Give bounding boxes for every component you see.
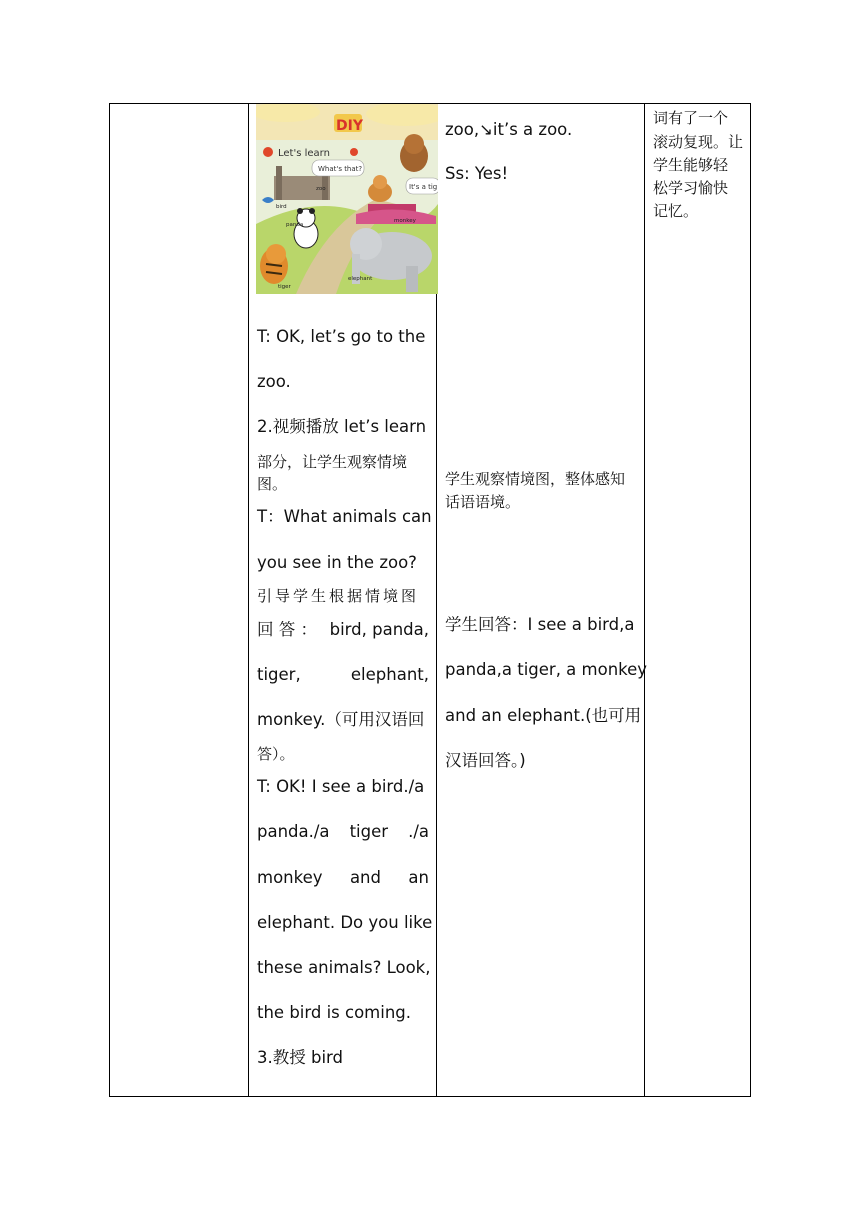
text-span: ./a — [408, 822, 429, 841]
text-span: bird, panda, — [329, 620, 429, 639]
text-line: panda,a tiger, a monkey — [445, 660, 648, 679]
text-line: and an elephant.(也可用 — [445, 706, 642, 725]
text-line: monkey.（可用汉语回 — [257, 710, 425, 729]
text-line: Ss: Yes! — [445, 164, 509, 183]
stage-column — [110, 104, 248, 1096]
student-activity-column — [437, 104, 648, 1096]
bubble-answer: It's a tig — [409, 183, 438, 191]
text-span: monkey — [257, 868, 323, 887]
text-line — [257, 822, 429, 842]
text-line — [257, 868, 429, 888]
text-line: these animals? Look, — [257, 958, 431, 977]
text-span: elephant, — [350, 665, 429, 684]
label-bird: bird — [276, 204, 287, 210]
text-span: tiger, — [257, 665, 301, 684]
teacher-activity-column — [249, 104, 436, 1096]
design-intent-column — [645, 104, 750, 1096]
text-line: 学生能够轻 — [653, 156, 729, 174]
label-monkey: monkey — [394, 218, 416, 224]
text-line: zoo. — [257, 372, 291, 391]
text-line: T: OK, let’s go to the — [257, 327, 426, 346]
text-line: 汉语回答。) — [445, 751, 526, 770]
text-span: an — [408, 868, 429, 887]
text-line: 3.教授 bird — [257, 1048, 344, 1067]
text-line: 引导学生根据情境图 — [257, 587, 420, 605]
lets-learn-illustration — [256, 104, 438, 294]
bubble-question: What's that? — [318, 165, 363, 173]
zoo-scene-image — [256, 104, 438, 294]
text-span: 回 答 ： — [257, 620, 317, 639]
text-line: you see in the zoo? — [257, 553, 417, 572]
text-line — [257, 620, 429, 640]
text-span: and — [349, 868, 381, 887]
text-line: T：What animals can — [257, 507, 432, 526]
text-line: zoo,↘it’s a zoo. — [445, 120, 573, 139]
text-line: T: OK! I see a bird./a — [257, 777, 425, 796]
text-line — [257, 665, 429, 685]
text-line: 话语语境。 — [445, 493, 521, 511]
text-line: 学生观察情境图，整体感知 — [445, 470, 626, 488]
text-line: 记忆。 — [653, 202, 699, 220]
text-line: 答）。 — [257, 745, 295, 763]
lesson-table — [109, 103, 751, 1097]
text-line: 滚动复现。让 — [653, 133, 744, 151]
text-span: panda./a — [257, 822, 330, 841]
text-line: 2.视频播放 let’s learn — [257, 417, 427, 436]
text-line: 松学习愉快 — [653, 179, 729, 197]
text-span: tiger — [349, 822, 389, 841]
text-line: the bird is coming. — [257, 1003, 412, 1022]
text-line: elephant. Do you like — [257, 913, 433, 932]
text-line: 学生回答：I see a bird,a — [445, 615, 635, 634]
lets-learn-title: Let's learn — [278, 148, 330, 159]
label-elephant: elephant — [348, 276, 373, 282]
text-line: 图。 — [257, 475, 288, 493]
text-line: 部分，让学生观察情境 — [257, 453, 408, 471]
text-line: 词有了一个 — [653, 109, 729, 127]
label-panda: panda — [286, 222, 304, 228]
diy-badge: DIY — [336, 118, 363, 134]
label-zoo: zoo — [316, 186, 326, 192]
label-tiger: tiger — [278, 284, 291, 290]
